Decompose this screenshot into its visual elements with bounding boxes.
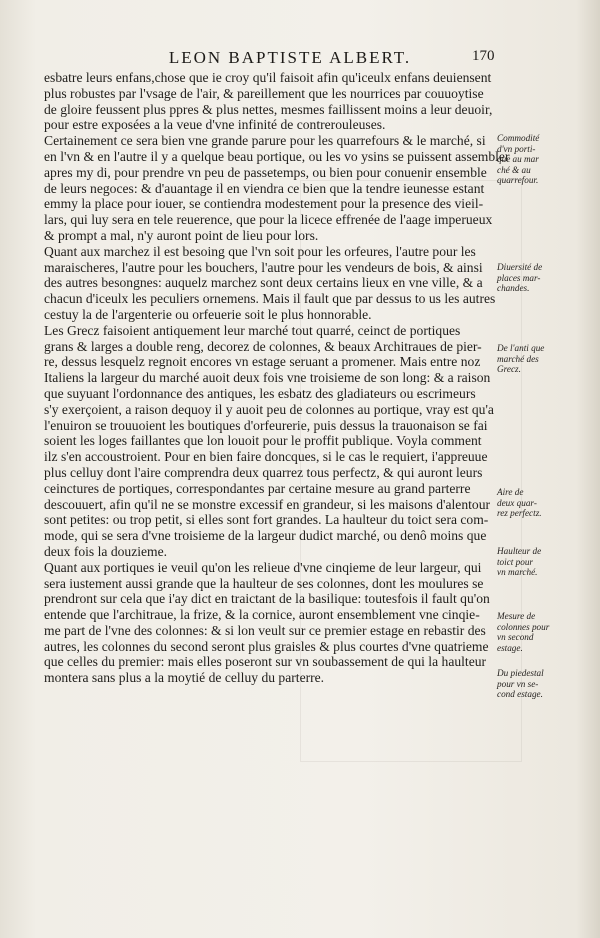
text-line: en l'vn & en l'autre il y a quelque beau portique, ou les vo ysins se puissent assembler [44,148,510,164]
margin-note-line: que au mar [497,154,539,165]
paragraph [44,244,494,323]
text-line: Italiens la largeur du marché auoit deux fois vne troisieme de son long: & a raison [44,370,491,386]
text-line: lars, qui luy sera en tele reuerence, que pour la licece effrenée de l'aage imperueux [44,212,493,228]
margin-note-line: pour vn se- [497,678,539,689]
margin-note [497,487,595,519]
text-line: sont petites: ou trop petit, si elles sont fort grandes. La haulteur du toict sera com- [44,512,489,528]
text-line: l'enuiron se trouuoient les boutiques d'orfeurerie, puis dessus la trauonaison se fai [44,417,488,433]
paragraph [44,70,494,133]
margin-note-line: De l'anti que [497,343,545,353]
text-line: emmy la place pour iouer, se contiendra modestement pour la presence des vieil- [44,196,484,212]
text-line: Certainement ce sera bien vne grande parure pour les quarrefours & le marché, si [44,133,486,149]
margin-note-line: Aire de [497,487,524,497]
text-line: montera sans plus a la moytié de celluy du parterre. [44,670,325,686]
text-line: re, dessus lesquelz regnoit encores vn estage seruant a promener. Mais entre noz [44,354,481,370]
margin-note [497,611,595,653]
text-line: plus robustes par l'vsage de l'air, & pareillement que les nourrices par couuoytise [44,85,484,101]
text-line: Quant aux marchez il est besoing que l'vn soit pour les orfeures, l'autre pour les [44,243,476,259]
margin-note-line: marché des [497,353,539,364]
margin-note-line: colonnes pour [497,621,550,632]
margin-note-line: cond estage. [497,689,543,700]
page-number: 170 [472,48,495,64]
text-line: ilz s'en accoustroient. Pour en bien faire doncques, si le cas le requiert, i'appreuue [44,449,488,465]
margin-note [497,546,595,578]
margin-note-line: Du piedestal [497,668,544,678]
margin-note [497,262,595,294]
margin-note-line: quarrefour. [497,175,539,186]
text-line: sera iustement aussi grande que la haulteur de ses colonnes, dont les moulures se [44,575,484,591]
text-line: pour estre exposées a la veue d'vne infinité de contrerouleuses. [44,117,386,133]
text-line: Quant aux portiques ie veuil qu'on les relieue d'vne cinqieme de leur largeur, qui [44,559,482,575]
text-line: Les Grecz faisoient antiquement leur marché tout quarré, ceinct de portiques [44,322,461,338]
paragraph [44,323,494,560]
margin-note-line: Commodité [497,133,540,143]
text-line: entende que l'architraue, la frize, & la cornice, auront ensemblement vne cinqie- [44,607,480,623]
margin-note-line: vn second [497,632,534,643]
margin-note-line: places mar- [497,272,541,283]
margin-note-line: d'vn porti- [497,143,536,154]
text-line: plus celluy dont l'aire comprendra deux quarrez tous perfectz, & qui auront leurs [44,464,483,480]
running-head: LEON BAPTISTE ALBERT. [168,48,412,67]
text-line: de leurs negoces: & d'auantage il en viendra ce bien que la tendre ieunesse estant [44,180,485,196]
text-line: soient les loges faillantes que lon louoit pour le proffit publique. Voyla comment [44,433,482,449]
margin-note-line: Grecz. [497,364,521,375]
text-line: s'y exerçoient, a raison dequoy il y auoit peu de colonnes au portique, vray est qu'a [44,401,494,417]
text-line: descouuert, afin qu'il ne se monstre excessif en grandeur, si les maisons d'alentour [44,496,491,512]
text-line: cestuy la de l'argenterie ou orfeuerie soit le plus honnorable. [44,306,372,322]
margin-note-line: vn marché. [497,567,538,578]
text-line: mode, qui se sera d'vne troisieme de la largeur dudict marché, ou denô moins que [44,528,487,544]
text-line: de gloire feussent plus ppres & plus nettes, mesmes faillissent moins a leur deuoir, [44,101,493,117]
margin-note-line: Haulteur de [497,546,542,556]
text-line: ceinctures de portiques, correspondantes par certaine mesure au grand parterre [44,480,471,496]
text-line: deux fois la douzieme. [44,543,168,559]
margin-note [497,668,595,700]
text-line: & prompt a mal, n'y auront point de lieu pour lors. [44,227,319,243]
text-line: que suyuant l'ordonnance des antiques, les esbatz des gladiateurs ou escrimeurs [44,385,476,401]
text-line: me part de l'vne des colonnes: & si lon veult sur ce premier estage en rebastir des [44,622,486,638]
margin-note-line: Diuersité de [497,262,543,272]
text-line: apres my di, pour prendre vn peu de passetemps, ou bien pour conuenir ensemble [44,164,487,180]
margin-note-line: toict pour [497,556,533,567]
text-line: prendront sur cela que i'ay dict en traictant de la basilique: toutesfois il fault qu'on [44,591,490,607]
text-line: maraischeres, l'autre pour les bouchers, l'autre pour les vendeurs de bois, & ainsi [44,259,483,275]
text-line: autres, les colonnes du second seront plus graisles & plus courtes d'vne quatrieme [44,638,489,654]
margin-note-line: rez perfectz. [497,508,542,519]
margin-note-line: estage. [497,642,523,653]
text-line: grans & larges a double reng, decorez de colonnes, & beaux Architraues de pier- [44,338,482,354]
main-text-column [44,70,510,686]
text-line: esbatre leurs enfans,chose que ie croy qu'il faisoit afin qu'iceulx enfans deuiensent [44,70,492,85]
text-line: chacun d'iceulx les peculiers ornemens. Mais il fault que par dessus to us les autres [44,291,496,307]
text-line: que celles du premier: mais elles poseront sur vn soubassement de qui la haulteur [44,654,487,670]
margin-note-line: ché & au [497,164,531,175]
margin-note [497,343,595,375]
margin-note-line: chandes. [497,283,530,294]
paragraph [44,133,510,244]
margin-note [497,133,595,186]
paragraph [44,560,494,686]
margin-note-line: Mesure de [497,611,536,621]
text-line: des autres besongnes: auquelz marchez sont deux certains lieux en vne ville, & a [44,275,483,291]
margin-note-line: deux quar- [497,497,537,508]
